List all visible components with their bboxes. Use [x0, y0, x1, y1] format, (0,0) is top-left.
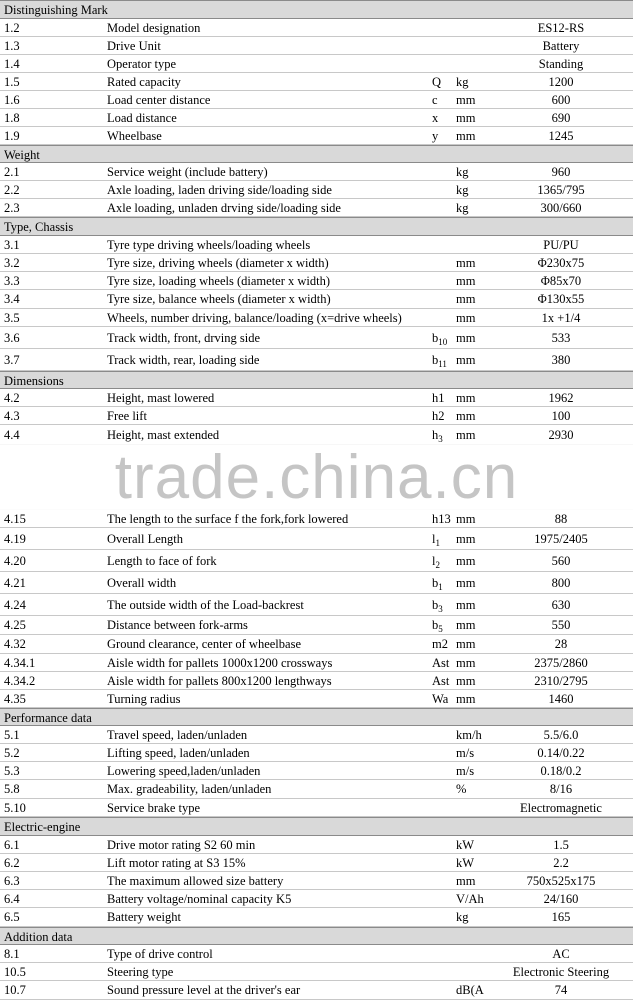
item-description: Wheelbase: [107, 129, 162, 143]
item-symbol: [432, 290, 458, 309]
table-row: [0, 594, 633, 616]
symbol-text: Wa: [432, 692, 449, 706]
item-symbol: [432, 762, 458, 780]
item-unit: [456, 799, 496, 817]
item-unit: mm: [456, 274, 476, 288]
symbol-text: b: [432, 576, 439, 590]
item-symbol: [432, 127, 458, 145]
item-number: 5.3: [4, 764, 20, 778]
item-number: 4.15: [4, 512, 26, 526]
item-unit: kW: [456, 856, 475, 870]
item-number: 2.2: [4, 183, 20, 197]
item-value: 690: [551, 111, 571, 125]
symbol-text: c: [432, 93, 438, 107]
item-number: 3.6: [4, 331, 20, 345]
item-value: Φ230x75: [537, 256, 585, 270]
item-symbol: [432, 854, 458, 872]
item-value: 0.18/0.2: [540, 764, 582, 778]
item-number: 6.2: [4, 856, 20, 870]
item-unit: kg: [456, 183, 469, 197]
item-symbol: [432, 73, 458, 91]
item-description: Type of drive control: [107, 947, 213, 961]
table-row: [0, 19, 633, 37]
symbol-subscript: 11: [438, 359, 447, 369]
item-number: 6.3: [4, 874, 20, 888]
item-value: 1200: [548, 75, 574, 89]
item-symbol: [432, 254, 458, 272]
symbol-text: h: [432, 428, 439, 442]
table-row: [0, 236, 633, 254]
table-row: [0, 672, 633, 690]
item-description: Rated capacity: [107, 75, 181, 89]
section-header: [0, 217, 633, 236]
table-row: [0, 163, 633, 181]
item-value: 0.14/0.22: [537, 746, 585, 760]
section-header: [0, 371, 633, 389]
section-title: Addition data: [4, 930, 73, 944]
item-number: 4.21: [4, 576, 26, 590]
section-title: Type, Chassis: [4, 220, 74, 234]
item-unit: mm: [456, 391, 476, 405]
item-description: Height, mast lowered: [107, 391, 215, 405]
section-title: Performance data: [4, 711, 92, 725]
item-value: 24/160: [543, 892, 579, 906]
item-unit: mm: [456, 532, 476, 546]
item-value: 1.5: [553, 838, 569, 852]
table-row: [0, 290, 633, 309]
item-description: The length to the surface f the fork,fork lowered: [107, 512, 349, 526]
section-title: Dimensions: [4, 374, 64, 388]
section-header: [0, 708, 633, 726]
item-number: 3.3: [4, 274, 20, 288]
item-number: 4.4: [4, 428, 20, 442]
item-number: 6.5: [4, 910, 20, 924]
item-number: 1.9: [4, 129, 20, 143]
item-unit: [456, 236, 496, 254]
symbol-text: Ast: [432, 656, 450, 670]
item-value: ES12-RS: [537, 21, 585, 35]
item-value: 960: [551, 165, 571, 179]
item-symbol: [432, 945, 458, 963]
item-value: 1x +1/4: [541, 311, 581, 325]
item-value: PU/PU: [543, 238, 579, 252]
item-description: Drive motor rating S2 60 min: [107, 838, 256, 852]
item-description: Overall width: [107, 576, 177, 590]
item-number: 8.1: [4, 947, 20, 961]
item-number: 5.1: [4, 728, 20, 742]
item-description: Service brake type: [107, 801, 201, 815]
item-symbol: [432, 616, 458, 635]
item-number: 6.1: [4, 838, 20, 852]
item-number: 3.7: [4, 353, 20, 367]
item-symbol: [432, 672, 458, 690]
item-number: 3.5: [4, 311, 20, 325]
item-number: 4.34.2: [4, 674, 36, 688]
symbol-subscript: 5: [438, 624, 443, 634]
item-value: 88: [554, 512, 568, 526]
symbol-text: h2: [432, 409, 445, 423]
item-symbol: [432, 690, 458, 708]
item-symbol: [432, 594, 458, 616]
item-symbol: [432, 654, 458, 672]
section-header: [0, 0, 633, 19]
item-number: 4.3: [4, 409, 20, 423]
item-unit: mm: [456, 331, 476, 345]
symbol-text: b: [432, 353, 439, 367]
symbol-text: y: [432, 129, 439, 143]
item-description: Tyre size, driving wheels (diameter x width): [107, 256, 329, 270]
table-row: [0, 744, 633, 762]
item-unit: mm: [456, 428, 476, 442]
symbol-subscript: 3: [438, 604, 443, 614]
item-number: 4.34.1: [4, 656, 36, 670]
item-number: 4.24: [4, 598, 26, 612]
item-description: Aisle width for pallets 1000x1200 crossways: [107, 656, 333, 670]
item-number: 4.2: [4, 391, 20, 405]
item-description: Length to face of fork: [107, 554, 217, 568]
item-description: Turning radius: [107, 692, 181, 706]
table-row: [0, 872, 633, 890]
item-number: 2.1: [4, 165, 20, 179]
item-value: Φ85x70: [540, 274, 582, 288]
item-unit: mm: [456, 598, 476, 612]
item-unit: mm: [456, 618, 476, 632]
section-header: [0, 817, 633, 836]
item-number: 5.2: [4, 746, 20, 760]
item-value: Electromagnetic: [520, 801, 602, 815]
item-unit: km/h: [456, 728, 482, 742]
table-row: [0, 550, 633, 572]
table-row: [0, 836, 633, 854]
item-unit: [456, 37, 496, 55]
item-value: 1365/795: [537, 183, 585, 197]
symbol-text: l: [432, 532, 436, 546]
item-value: 2375/2860: [534, 656, 588, 670]
item-description: Drive Unit: [107, 39, 161, 53]
item-unit: mm: [456, 93, 476, 107]
table-row: [0, 690, 633, 708]
item-symbol: [432, 37, 458, 55]
item-unit: kg: [456, 75, 469, 89]
table-row: [0, 908, 633, 927]
item-description: Steering type: [107, 965, 174, 979]
item-value: 533: [551, 331, 571, 345]
item-value: 1975/2405: [534, 532, 588, 546]
item-unit: mm: [456, 311, 476, 325]
item-description: Axle loading, unladen drving side/loading side: [107, 201, 341, 215]
table-row: [0, 616, 633, 635]
item-number: 1.2: [4, 21, 20, 35]
item-description: Aisle width for pallets 800x1200 lengthways: [107, 674, 332, 688]
item-symbol: [432, 890, 458, 908]
item-description: Ground clearance, center of wheelbase: [107, 637, 301, 651]
item-unit: [456, 19, 496, 37]
symbol-text: b: [432, 618, 439, 632]
item-value: 2930: [548, 428, 574, 442]
item-symbol: [432, 744, 458, 762]
item-description: Battery weight: [107, 910, 181, 924]
table-row: [0, 109, 633, 127]
item-number: 10.7: [4, 983, 26, 997]
symbol-text: h13: [432, 512, 451, 526]
table-row: [0, 389, 633, 407]
section-header: [0, 145, 633, 163]
item-symbol: [432, 109, 458, 127]
item-description: Battery voltage/nominal capacity K5: [107, 892, 292, 906]
item-number: 4.35: [4, 692, 26, 706]
item-value: 2310/2795: [534, 674, 588, 688]
item-description: Tyre type driving wheels/loading wheels: [107, 238, 311, 252]
item-value: 1460: [548, 692, 574, 706]
item-description: Load center distance: [107, 93, 211, 107]
item-value: AC: [552, 947, 570, 961]
table-row: [0, 635, 633, 654]
item-value: 630: [551, 598, 571, 612]
item-symbol: [432, 349, 458, 371]
item-number: 1.8: [4, 111, 20, 125]
item-description: Axle loading, laden driving side/loading side: [107, 183, 332, 197]
item-symbol: [432, 327, 458, 349]
item-unit: mm: [456, 674, 476, 688]
item-symbol: [432, 981, 458, 1000]
table-row: [0, 127, 633, 145]
table-row: [0, 654, 633, 672]
table-row: [0, 762, 633, 780]
item-value: 380: [551, 353, 571, 367]
item-unit: kg: [456, 910, 469, 924]
item-description: Sound pressure level at the driver's ear: [107, 983, 301, 997]
item-unit: dB(A: [456, 983, 484, 997]
table-row: [0, 726, 633, 744]
item-description: Height, mast extended: [107, 428, 220, 442]
item-symbol: [432, 726, 458, 744]
item-unit: %: [456, 782, 467, 796]
item-unit: kg: [456, 201, 469, 215]
symbol-subscript: 2: [435, 560, 440, 570]
item-symbol: [432, 181, 458, 199]
item-value: 1245: [548, 129, 574, 143]
symbol-text: x: [432, 111, 439, 125]
item-description: Tyre size, loading wheels (diameter x width): [107, 274, 331, 288]
item-number: 3.1: [4, 238, 20, 252]
table-row: [0, 309, 633, 327]
item-symbol: [432, 407, 458, 425]
item-symbol: [432, 272, 458, 290]
item-description: Max. gradeability, laden/unladen: [107, 782, 272, 796]
item-number: 5.8: [4, 782, 20, 796]
item-unit: mm: [456, 554, 476, 568]
table-row: [0, 181, 633, 199]
item-number: 1.6: [4, 93, 20, 107]
item-number: 1.3: [4, 39, 20, 53]
item-unit: mm: [456, 637, 476, 651]
item-description: Lift motor rating at S3 15%: [107, 856, 246, 870]
symbol-text: b: [432, 331, 439, 345]
table-row: [0, 73, 633, 91]
item-number: 5.10: [4, 801, 26, 815]
item-symbol: [432, 963, 458, 981]
item-description: The maximum allowed size battery: [107, 874, 284, 888]
item-value: 2.2: [553, 856, 569, 870]
item-value: Φ130x55: [537, 292, 585, 306]
item-number: 4.25: [4, 618, 26, 632]
item-value: 74: [554, 983, 568, 997]
table-row: [0, 799, 633, 817]
item-description: Distance between fork-arms: [107, 618, 248, 632]
table-row: [0, 528, 633, 550]
item-unit: m/s: [456, 746, 475, 760]
item-description: Travel speed, laden/unladen: [107, 728, 248, 742]
symbol-subscript: 1: [435, 538, 440, 548]
item-number: 6.4: [4, 892, 20, 906]
item-symbol: [432, 55, 458, 73]
item-symbol: [432, 236, 458, 254]
item-symbol: [432, 309, 458, 327]
item-symbol: [432, 528, 458, 550]
item-value: 28: [554, 637, 568, 651]
item-unit: mm: [456, 692, 476, 706]
table-row: [0, 349, 633, 371]
item-description: Free lift: [107, 409, 147, 423]
item-unit: kW: [456, 838, 475, 852]
table-row: [0, 91, 633, 109]
item-unit: mm: [456, 512, 476, 526]
table-row: [0, 199, 633, 217]
table-row: [0, 945, 633, 963]
item-number: 3.2: [4, 256, 20, 270]
item-number: 4.19: [4, 532, 26, 546]
table-row: [0, 37, 633, 55]
table-row: [0, 572, 633, 594]
item-value: 165: [551, 910, 571, 924]
item-symbol: [432, 872, 458, 890]
item-unit: [456, 55, 496, 73]
item-unit: V/Ah: [456, 892, 484, 906]
table-row: [0, 407, 633, 425]
item-value: Electronic Steering: [512, 965, 610, 979]
item-unit: mm: [456, 409, 476, 423]
table-row: [0, 55, 633, 73]
item-unit: mm: [456, 111, 476, 125]
item-description: Tyre size, balance wheels (diameter x width): [107, 292, 331, 306]
section-title: Weight: [4, 148, 40, 162]
item-number: 3.4: [4, 292, 20, 306]
item-unit: mm: [456, 656, 476, 670]
item-description: Overall Length: [107, 532, 184, 546]
item-value: Battery: [542, 39, 580, 53]
item-value: 100: [551, 409, 571, 423]
watermark: trade.china.cn: [114, 443, 519, 512]
item-value: 560: [551, 554, 571, 568]
item-value: 600: [551, 93, 571, 107]
item-number: 4.20: [4, 554, 26, 568]
symbol-text: Ast: [432, 674, 450, 688]
item-number: 10.5: [4, 965, 26, 979]
item-symbol: [432, 19, 458, 37]
item-description: Track width, rear, loading side: [107, 353, 260, 367]
item-unit: mm: [456, 576, 476, 590]
item-symbol: [432, 908, 458, 927]
symbol-subscript: 1: [438, 582, 443, 592]
item-unit: mm: [456, 129, 476, 143]
item-unit: mm: [456, 353, 476, 367]
table-row: [0, 254, 633, 272]
item-symbol: [432, 836, 458, 854]
symbol-text: b: [432, 598, 439, 612]
item-description: Lowering speed,laden/unladen: [107, 764, 261, 778]
item-unit: m/s: [456, 764, 475, 778]
item-symbol: [432, 780, 458, 799]
item-value: 1962: [548, 391, 574, 405]
table-row: [0, 963, 633, 981]
item-value: 5.5/6.0: [543, 728, 579, 742]
table-row: [0, 272, 633, 290]
item-symbol: [432, 635, 458, 654]
item-symbol: [432, 572, 458, 594]
symbol-text: m2: [432, 637, 448, 651]
item-description: Track width, front, drving side: [107, 331, 260, 345]
item-value: Standing: [538, 57, 584, 71]
item-symbol: [432, 799, 458, 817]
item-description: The outside width of the Load-backrest: [107, 598, 304, 612]
item-description: Service weight (include battery): [107, 165, 268, 179]
symbol-text: Q: [432, 75, 442, 89]
item-symbol: [432, 550, 458, 572]
item-symbol: [432, 199, 458, 217]
symbol-text: l: [432, 554, 436, 568]
symbol-subscript: 3: [438, 434, 443, 444]
section-header: [0, 927, 633, 945]
item-unit: [456, 945, 496, 963]
table-row: [0, 327, 633, 349]
item-value: 800: [551, 576, 571, 590]
symbol-subscript: 10: [438, 337, 448, 347]
section-title: Distinguishing Mark: [4, 3, 108, 17]
item-unit: kg: [456, 165, 469, 179]
item-value: 300/660: [540, 201, 582, 215]
item-number: 1.4: [4, 57, 20, 71]
item-unit: mm: [456, 292, 476, 306]
item-description: Model designation: [107, 21, 201, 35]
item-description: Operator type: [107, 57, 177, 71]
item-symbol: [432, 389, 458, 407]
item-number: 2.3: [4, 201, 20, 215]
item-number: 4.32: [4, 637, 26, 651]
table-row: [0, 780, 633, 799]
item-description: Wheels, number driving, balance/loading (x=drive wheels): [107, 311, 402, 325]
item-number: 1.5: [4, 75, 20, 89]
item-value: 8/16: [549, 782, 573, 796]
item-symbol: [432, 91, 458, 109]
item-unit: mm: [456, 256, 476, 270]
item-unit: [456, 963, 496, 981]
item-description: Lifting speed, laden/unladen: [107, 746, 250, 760]
section-title: Electric-engine: [4, 820, 81, 834]
table-row: [0, 981, 633, 1000]
item-description: Load distance: [107, 111, 177, 125]
item-unit: mm: [456, 874, 476, 888]
symbol-text: h1: [432, 391, 445, 405]
table-row: [0, 890, 633, 908]
item-value: 750x525x175: [526, 874, 596, 888]
item-symbol: [432, 163, 458, 181]
table-row: [0, 854, 633, 872]
item-value: 550: [551, 618, 571, 632]
